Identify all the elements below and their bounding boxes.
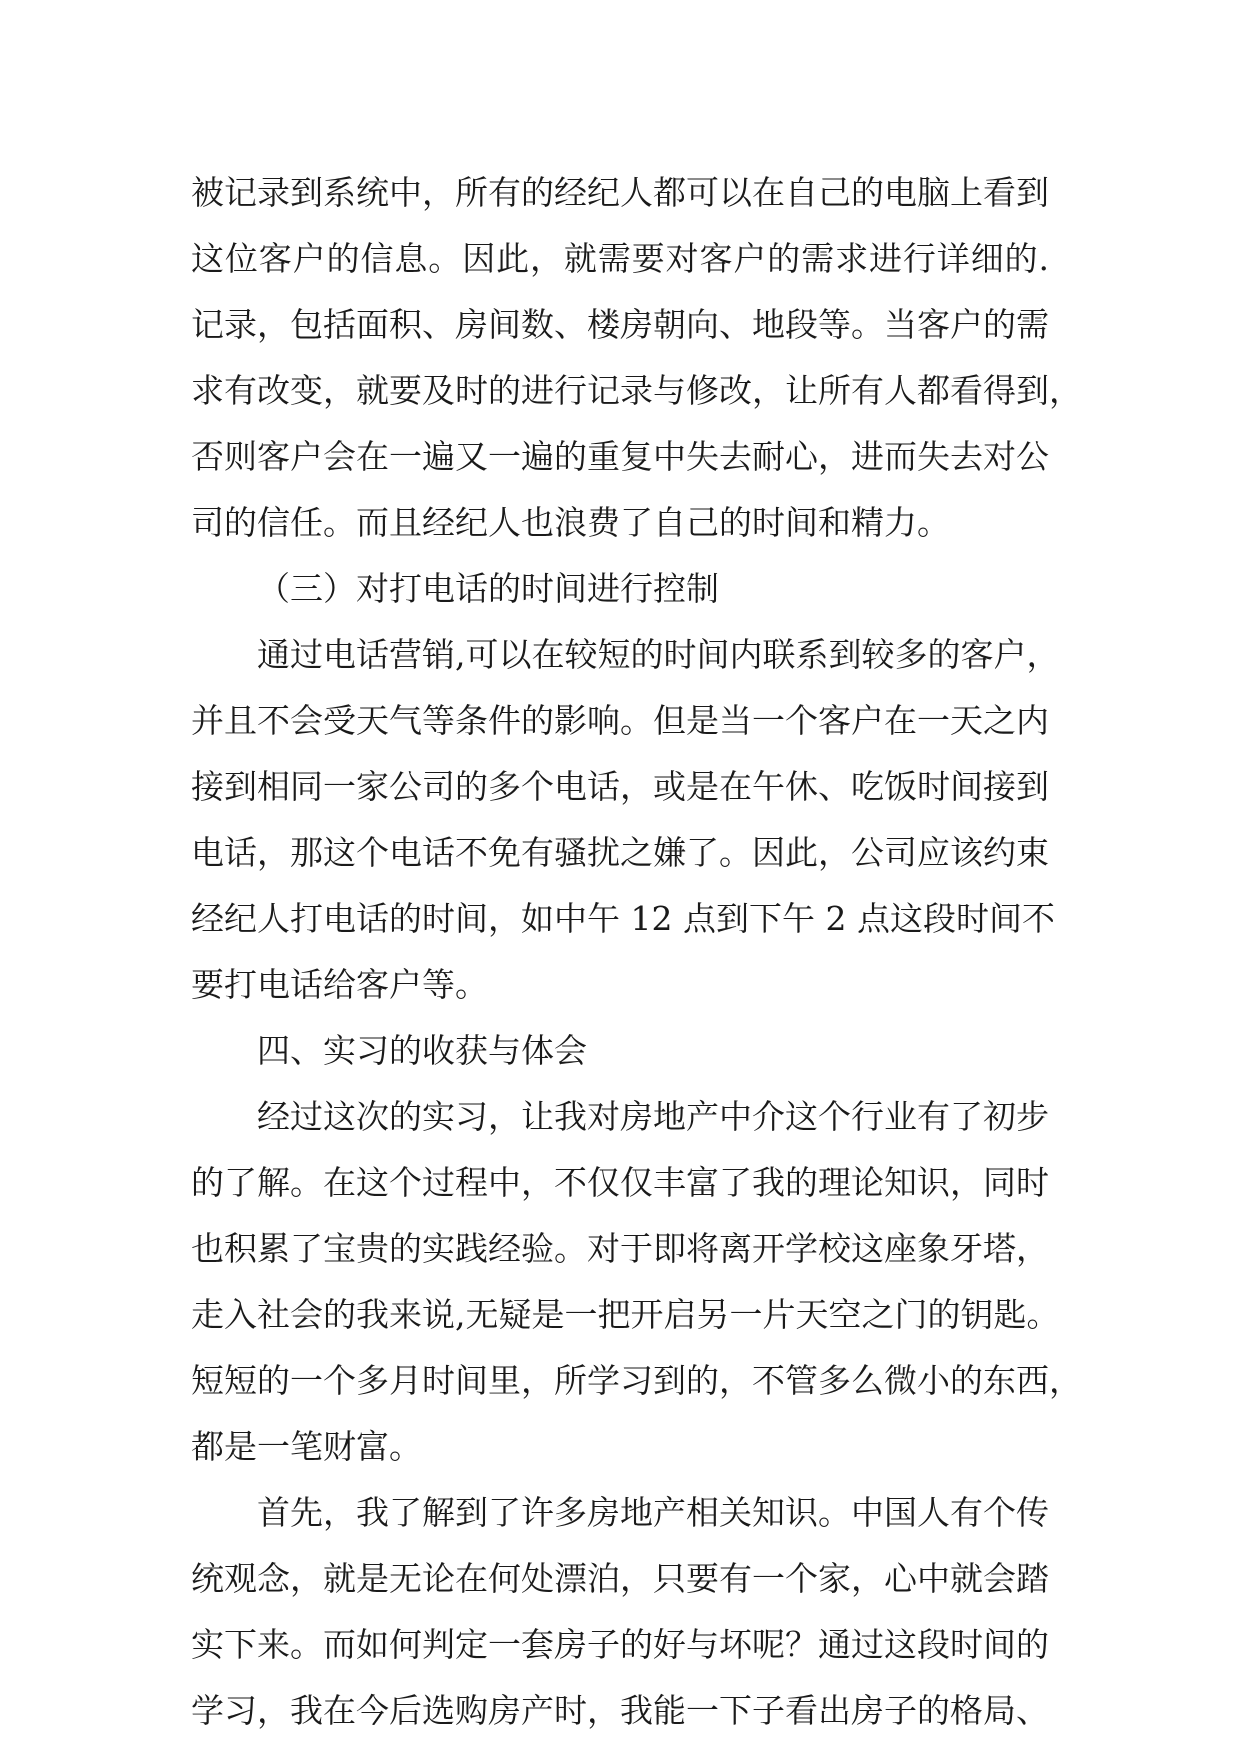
text-line: 首先，我了解到了许多房地产相关知识。中国人有个传 [257,1493,1049,1532]
text-line: 这位客户的信息。因此，就需要对客户的需求进行详细的. [191,239,1049,278]
text-line: 统观念，就是无论在何处漂泊，只要有一个家，心中就会踏 [191,1559,1049,1598]
text-line: 都是一笔财富。 [191,1427,422,1466]
section-heading: 四、实习的收获与体会 [257,1031,587,1070]
text-line: 司的信任。而且经纪人也浪费了自己的时间和精力。 [191,503,950,542]
text-line: 并且不会受天气等条件的影响。但是当一个客户在一天之内 [191,701,1049,740]
text-line: 学习，我在今后选购房产时，我能一下子看出房子的格局、 [191,1691,1049,1730]
text-line: 接到相同一家公司的多个电话，或是在午休、吃饭时间接到 [191,767,1049,806]
document-body [191,160,1082,1744]
text-line: 电话，那这个电话不免有骚扰之嫌了。因此，公司应该约束 [191,833,1049,872]
text-line: 记录，包括面积、房间数、楼房朝向、地段等。当客户的需 [191,305,1049,344]
text-line: 要打电话给客户等。 [191,965,488,1004]
section-heading: （三）对打电话的时间进行控制 [257,569,719,608]
text-line: 否则客户会在一遍又一遍的重复中失去耐心，进而失去对公 [191,437,1049,476]
text-line: 的了解。在这个过程中，不仅仅丰富了我的理论知识，同时 [191,1163,1049,1202]
text-line: 也积累了宝贵的实践经验。对于即将离开学校这座象牙塔， [191,1229,1049,1268]
text-line: 走入社会的我来说,无疑是一把开启另一片天空之门的钥匙。 [191,1295,1060,1334]
text-line: 经纪人打电话的时间，如中午 12 点到下午 2 点这段时间不 [191,899,1055,938]
text-line: 求有改变，就要及时的进行记录与修改，让所有人都看得到， [191,371,1082,410]
text-line: 实下来。而如何判定一套房子的好与坏呢？通过这段时间的 [191,1625,1049,1664]
text-line: 被记录到系统中，所有的经纪人都可以在自己的电脑上看到 [191,173,1049,212]
text-line: 短短的一个多月时间里，所学习到的，不管多么微小的东西， [191,1361,1082,1400]
text-line: 经过这次的实习，让我对房地产中介这个行业有了初步 [257,1097,1049,1136]
text-line: 通过电话营销,可以在较短的时间内联系到较多的客户， [257,635,1060,674]
